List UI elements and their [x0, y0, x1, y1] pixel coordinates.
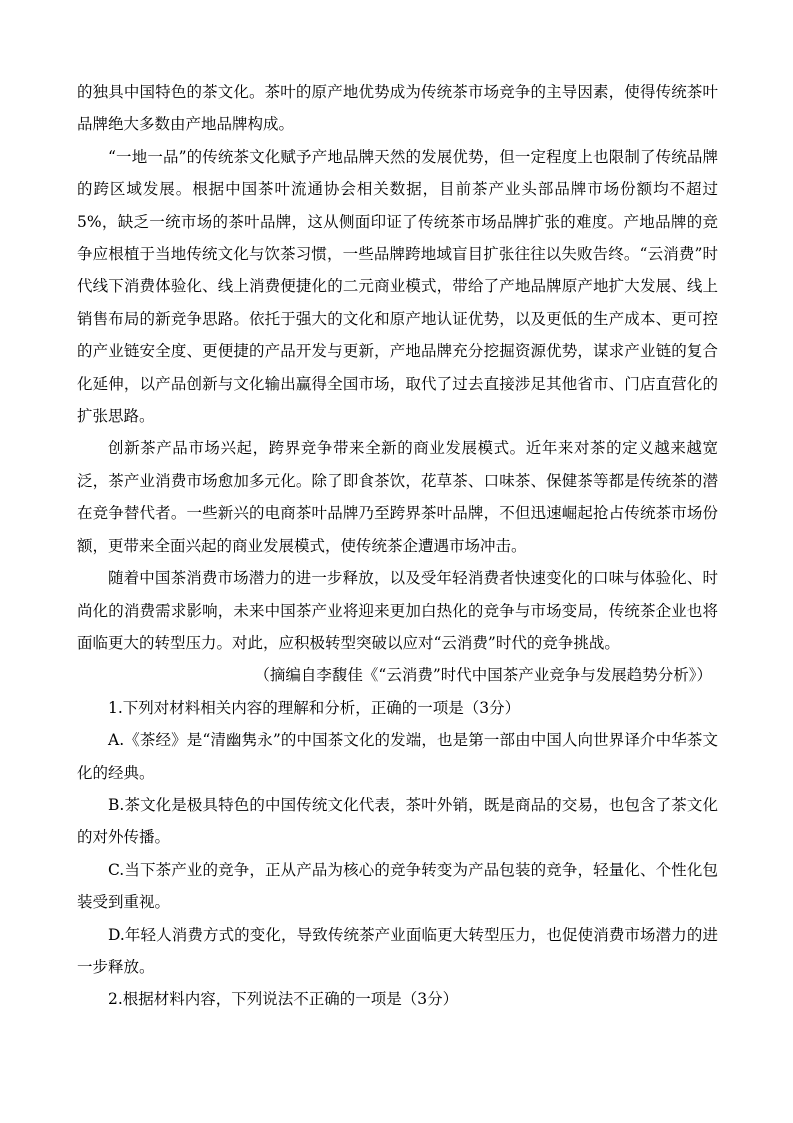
question-1-option-d: D.年轻人消费方式的变化，导致传统茶产业面临更大转型压力，也促使消费市场潜力的进一步释放。 — [77, 925, 718, 976]
passage-paragraph-2: “一地一品”的传统茶文化赋予产地品牌天然的发展优势，但一定程度上也限制了传统品牌的跨区域发展。根据中国茶叶流通协会相关数据，目前茶产业头部品牌市场份额均不超过 5%，缺乏一统市场的茶叶品牌，这从侧面印证了传统茶市场品牌扩张的难度。产地品牌的竞争应根植于当地传统文化与饮茶习惯，一些品牌跨地域盲目扩张往往以失败告终。“云消费”时代线下消费体验化、线上消费便捷化的二元商业模式，带给了产地品牌原产地扩大发展、线上销售布局的新竞争思路。依托于强大的文化和原产地认证优势，以及更低的生产成本、更可控的产业链安全度、更便捷的产品开发与更新，产地品牌充分挖掘资源优势，谋求产业链的复合化延伸，以产品创新与文化输出赢得全国市场，取代了过去直接涉足其他省市、门店直营化的扩张思路。 — [77, 147, 718, 426]
passage-paragraph-1: 的独具中国特色的茶文化。茶叶的原产地优势成为传统茶市场竞争的主导因素，使得传统茶叶品牌绝大多数由产地品牌构成。 — [77, 83, 718, 134]
passage-paragraph-4: 随着中国茶消费市场潜力的进一步释放，以及受年轻消费者快速变化的口味与体验化、时尚化的消费需求影响，未来中国茶产业将迎来更加白热化的竞争与市场变局，传统茶企业也将面临更大的转型压力。对此，应积极转型突破以应对“云消费”时代的竞争挑战。 — [77, 569, 718, 652]
question-1-option-a: A.《茶经》是“清幽隽永”的中国茶文化的发端，也是第一部由中国人向世界译介中华茶文化的经典。 — [77, 731, 718, 782]
question-1-option-b: B.茶文化是极具特色的中国传统文化代表，茶叶外销，既是商品的交易，也包含了茶文化的对外传播。 — [77, 795, 718, 847]
passage-paragraph-3: 创新茶产品市场兴起，跨界竞争带来全新的商业发展模式。近年来对茶的定义越来越宽泛，茶产业消费市场愈加多元化。除了即食茶饮，花草茶、口味茶、保健茶等都是传统茶的潜在竞争替代者。一些新兴的电商茶叶品牌乃至跨界茶叶品牌，不但迅速崛起抢占传统茶市场份额，更带来全面兴起的商业发展模式，使传统茶企遭遇市场冲击。 — [77, 439, 718, 555]
passage-source: （摘编自李馥佳《“云消费”时代中国茶产业竞争与发展趋势分析》） — [254, 666, 712, 685]
question-1-option-c: C.当下茶产业的竞争，正从产品为核心的竞争转变为产品包装的竞争，轻量化、个性化包装受到重视。 — [77, 860, 718, 912]
question-2-stem: 2.根据材料内容，下列说法不正确的一项是（3分） — [108, 990, 459, 1009]
document-page — [77, 76, 718, 1016]
question-1-stem: 1.下列对材料相关内容的理解和分析，正确的一项是（3分） — [108, 698, 521, 717]
